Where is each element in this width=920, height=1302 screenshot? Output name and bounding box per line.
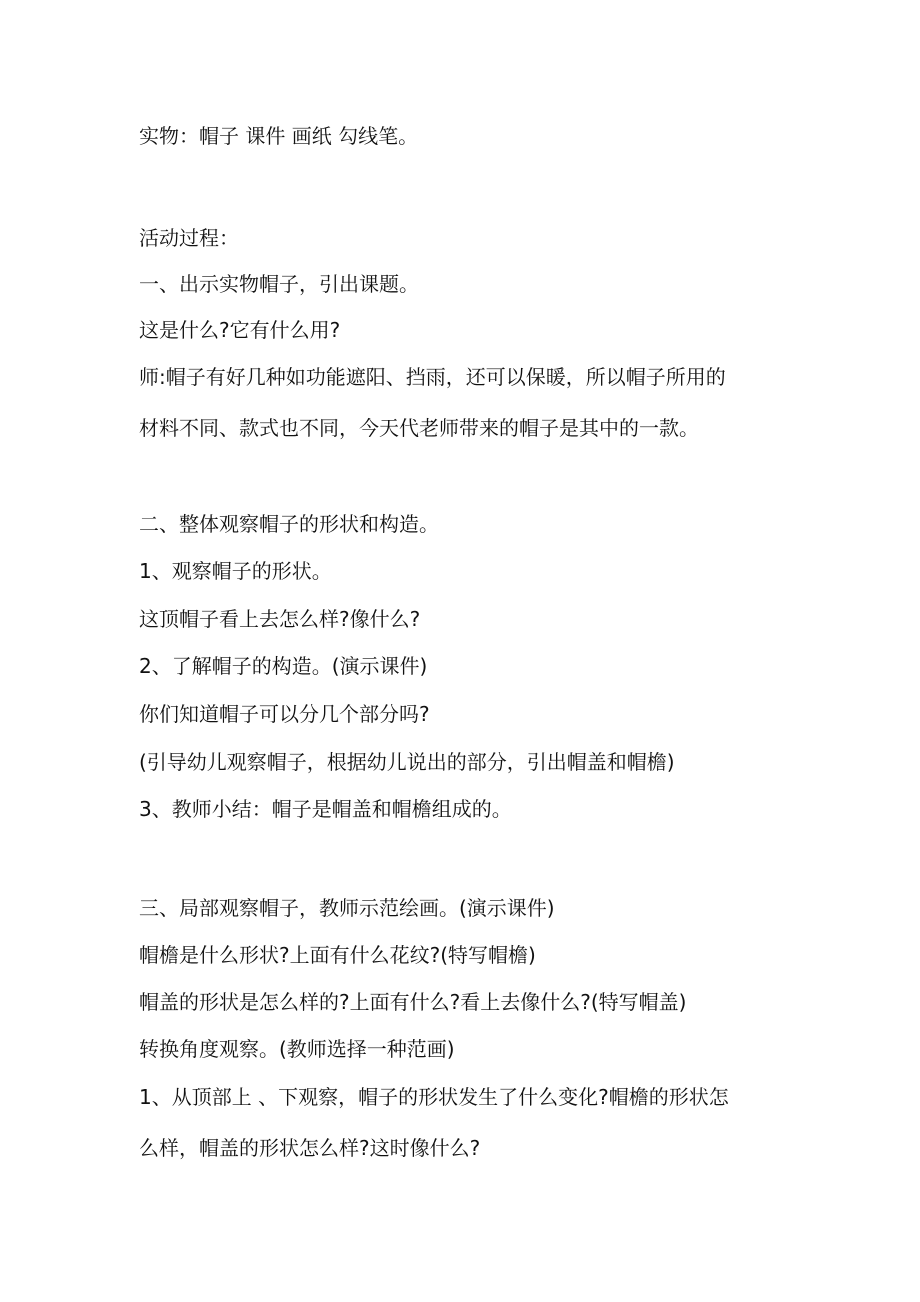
paragraph-line: 2、了解帽子的构造。(演示课件) [139, 654, 428, 678]
materials-line: 实物：帽子 课件 画纸 勾线笔。 [139, 124, 419, 148]
paragraph-line: (引导幼儿观察帽子，根据幼儿说出的部分，引出帽盖和帽檐) [139, 750, 675, 774]
section-three-heading: 三、局部观察帽子，教师示范绘画。(演示课件) [139, 896, 555, 920]
paragraph-line: 么样，帽盖的形状怎么样?这时像什么? [139, 1136, 481, 1160]
paragraph-line: 这顶帽子看上去怎么样?像什么? [139, 607, 421, 631]
section-two-heading: 二、整体观察帽子的形状和构造。 [139, 512, 439, 536]
section-one-heading: 一、出示实物帽子，引出课题。 [139, 272, 419, 296]
paragraph-line: 转换角度观察。(教师选择一种范画) [139, 1037, 455, 1061]
paragraph-line: 帽檐是什么形状?上面有什么花纹?(特写帽檐) [139, 943, 536, 967]
paragraph-line: 这是什么?它有什么用? [139, 318, 341, 342]
paragraph-line: 1、观察帽子的形状。 [139, 559, 332, 583]
paragraph-line: 材料不同、款式也不同，今天代老师带来的帽子是其中的一款。 [139, 416, 699, 440]
activity-process-heading: 活动过程： [139, 226, 239, 250]
paragraph-line: 帽盖的形状是怎么样的?上面有什么?看上去像什么?(特写帽盖) [139, 990, 687, 1014]
paragraph-line: 3、教师小结：帽子是帽盖和帽檐组成的。 [139, 797, 512, 821]
paragraph-line: 你们知道帽子可以分几个部分吗? [139, 702, 430, 726]
paragraph-line: 1、从顶部上 、下观察，帽子的形状发生了什么变化?帽檐的形状怎 [139, 1085, 729, 1109]
paragraph-line: 师:帽子有好几种如功能遮阳、挡雨，还可以保暖，所以帽子所用的 [139, 365, 726, 389]
